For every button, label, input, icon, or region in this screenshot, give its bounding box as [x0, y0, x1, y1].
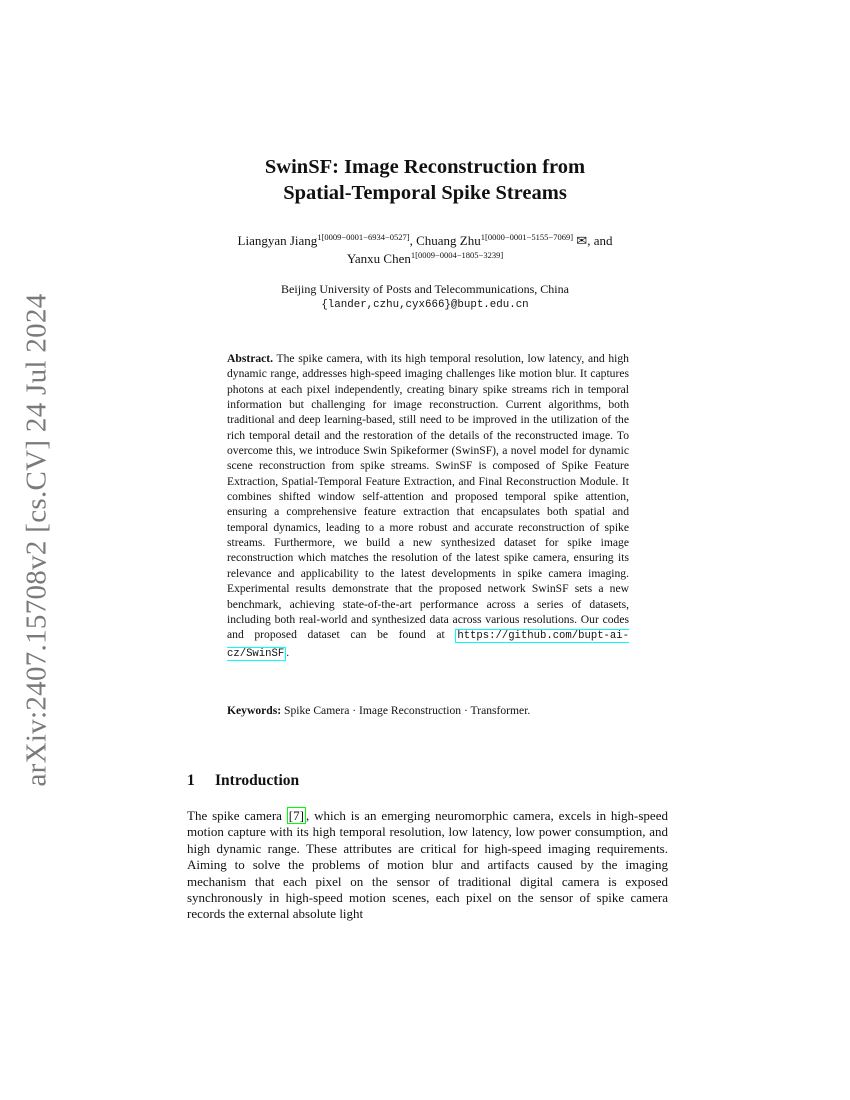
keywords-label: Keywords: — [227, 704, 282, 717]
intro-text-rest: , which is an emerging neuromorphic camera, excels in high-speed motion capture with its high temporal resolution, low latency, low power consumption, and high dynamic range. These attributes are critical for high-speed imaging requirements. Aiming to solve the problems of motion blur and artifacts caused by the imaging mechanism that each pixel on the sensor of traditional digital camera is exposed synchronously in high-speed motion scenes, each pixel on the sensor of spike camera records the external absolute light — [187, 808, 668, 922]
arxiv-identifier-stamp: arXiv:2407.15708v2 [cs.CV] 24 Jul 2024 — [20, 293, 53, 787]
abstract-end: . — [286, 645, 290, 659]
abstract — [227, 351, 629, 662]
section-title: Introduction — [215, 772, 300, 789]
author-orcid-3[interactable]: 1[0009−0004−1805−3239] — [410, 250, 504, 260]
affiliation-emails[interactable]: {lander,czhu,cyx666}@bupt.edu.cn — [321, 299, 529, 311]
affiliation-institution: Beijing University of Posts and Telecommunications, China — [281, 282, 569, 296]
keywords — [227, 703, 629, 718]
paper-title-line-2: Spatial-Temporal Spike Streams — [283, 182, 567, 204]
code-repository-link[interactable]: https://github.com/bupt-ai-cz/SwinSF — [227, 630, 629, 660]
paper-title — [0, 154, 850, 206]
author-line-1: Liangyan Jiang$^{1[0009-0001-6934-0527]}$, Chuang Zhu$^{1[0000-0001-5155-7069]}$ ✉, and — [237, 232, 613, 248]
author-and: , and — [587, 233, 613, 248]
keywords-text: Spike Camera · Image Reconstruction · Transformer. — [284, 704, 531, 717]
envelope-icon: ✉ — [576, 233, 588, 248]
abstract-text: The spike camera, with its high temporal resolution, low latency, and high dynamic range, addresses high-speed imaging challenges like motion blur. It captures photons at each pixel independently, creating binary spike streams rich in temporal information but challenging for image reconstruction. Current algorithms, both traditional and deep learning-based, still need to be improved in the utilization of the rich temporal detail and the restoration of the details of the reconstructed image. To overcome this, we introduce Swin Spikeformer (SwinSF), a novel model for dynamic scene reconstruction from spike streams. SwinSF is composed of Spike Feature Extraction, Spatial-Temporal Feature Extraction, and Final Reconstruction Module. It combines shifted window self-attention and proposed temporal spike attention, ensuring a comprehensive feature extraction that encapsulates both spatial and temporal dynamics, leading to a more robust and accurate reconstruction of spike streams. Furthermore, we build a new synthesized dataset for spike image reconstruction which matches the resolution of the latest spike camera, ensuring its relevance and applicability to the latest developments in spike camera imaging. Experimental results demonstrate that the proposed network SwinSF sets a new benchmark, achieving state-of-the-art performance across a series of datasets, including both real-world and synthesized data across various resolutions. Our codes and proposed dataset can be found at — [227, 352, 629, 642]
citation-link[interactable]: [7] — [288, 808, 304, 823]
author-orcid-1[interactable]: 1[0009−0001−6934−0527] — [317, 232, 410, 242]
intro-text-start: The spike camera — [187, 808, 287, 823]
author-name-3: Yanxu Chen — [346, 251, 411, 266]
section-number: 1 — [187, 772, 195, 789]
author-orcid-2[interactable]: 1[0000−0001−5155−7069] — [480, 232, 574, 242]
author-name-2: Chuang Zhu — [416, 233, 481, 248]
author-list — [0, 232, 850, 268]
abstract-label: Abstract. — [227, 352, 274, 365]
affiliation-block — [0, 281, 850, 313]
author-line-2 — [0, 250, 850, 268]
section-heading-introduction — [187, 771, 299, 791]
author-name-1: Liangyan Jiang — [237, 233, 318, 248]
introduction-paragraph — [187, 808, 668, 923]
paper-title-line-1: SwinSF: Image Reconstruction from — [264, 156, 586, 178]
